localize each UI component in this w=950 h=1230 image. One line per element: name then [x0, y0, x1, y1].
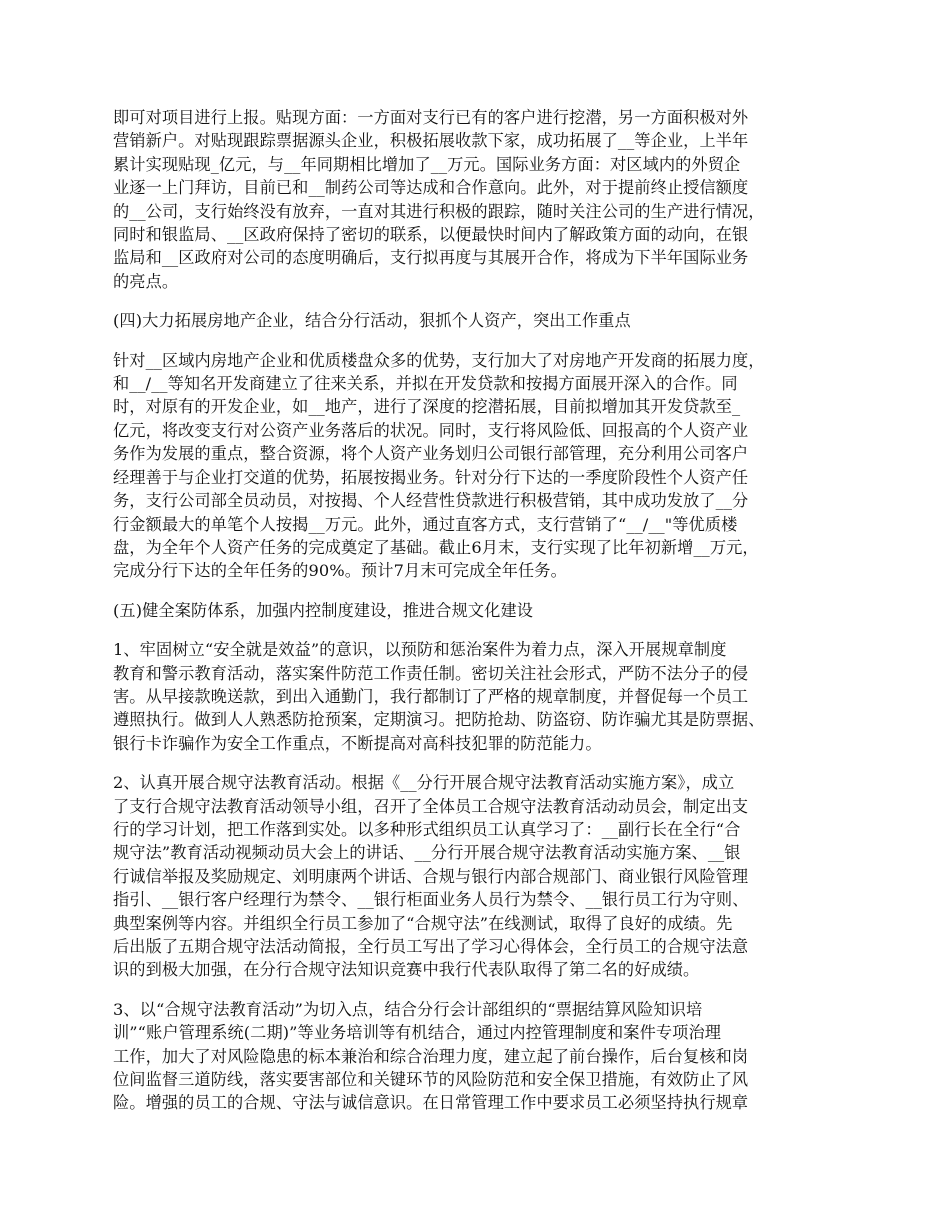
- text-line: 识的到极大加强，在分行合规守法知识竞赛中我行代表队取得了第二名的好成绩。: [113, 960, 700, 980]
- text-line: 行的学习计划，把工作落到实处。以多种形式组织员工认真学习了：__副行长在全行“合: [113, 819, 741, 839]
- paragraph-item-1: [113, 638, 843, 755]
- text-line: 经理善于与企业打交道的优势，拓展按揭业务。针对分行下达的一季度阶段性个人资产任: [113, 467, 749, 487]
- paragraph-discount-international: [113, 106, 843, 293]
- text-line: 完成分行下达的全年任务的90%。预计7月末可完成全年任务。: [113, 561, 567, 581]
- text-line: 业逐一上门拜访，目前已和__制药公司等达成和合作意向。此外，对于提前终止授信额度: [113, 178, 749, 198]
- text-line: 教育和警示教育活动，落实案件防范工作责任制。密切关注社会形式，严防不法分子的侵: [113, 663, 749, 683]
- text-line: 累计实现贴现_亿元，与__年同期相比增加了__万元。国际业务方面：对区域内的外贸企: [113, 154, 741, 174]
- text-line: 后出版了五期合规守法活动简报，全行员工写出了学习心得体会，全行员工的合规守法意: [113, 937, 749, 956]
- document-page: [113, 106, 843, 1131]
- text-line: 营销新户。对贴现跟踪票据源头企业，积极拓展收款下家，成功拓展了__等企业，上半年: [113, 131, 749, 151]
- text-line: 针对__区域内房地产企业和优质楼盘众多的优势，支行加大了对房地产开发商的拓展力度，: [113, 350, 765, 370]
- text-line: 了支行合规守法教育活动领导小组，召开了全体员工合规守法教育活动动员会，制定出支: [113, 796, 749, 816]
- text-line: 规守法”教育活动视频动员大会上的讲话、__分行开展合规守法教育活动实施方案、__银: [113, 843, 741, 863]
- text-line: 工作，加大了对风险隐患的标本兼治和综合治理力度，建立起了前台操作，后台复核和岗: [113, 1046, 749, 1066]
- text-line: 典型案例等内容。并组织全行员工参加了“合规守法”在线测试，取得了良好的成绩。先: [113, 913, 733, 933]
- text-line: 险。增强的员工的合规、守法与诚信意识。在日常管理工作中要求员工必须坚持执行规章: [113, 1093, 749, 1113]
- text-line: 的亮点。: [113, 271, 179, 291]
- text-line: 亿元，将改变支行对公资产业务落后的状况。同时，支行将风险低、回报高的个人资产业: [113, 420, 749, 440]
- text-line: 行金额最大的单笔个人按揭__万元。此外，通过直客方式，支行营销了“__/__"等优质楼: [113, 514, 738, 534]
- section-heading-5: [113, 599, 843, 622]
- text-line: 盘，为全年个人资产任务的完成奠定了基础。截止6月末，支行实现了比年初新增__万元，: [113, 537, 759, 557]
- text-line: 位间监督三道防线，落实要害部位和关键环节的风险防范和安全保卫措施，有效防止了风: [113, 1070, 749, 1090]
- paragraph-item-2: [113, 771, 843, 982]
- paragraph-item-3: [113, 998, 843, 1115]
- paragraph-real-estate: [113, 349, 843, 583]
- text-line: 遵照执行。做到人人熟悉防抢预案，定期演习。把防抢劫、防盗窃、防诈骗尤其是防票据、: [113, 710, 765, 730]
- text-line: 训”“账户管理系统(二期)”等业务培训等有机结合，通过内控管理制度和案件专项治理: [113, 1023, 722, 1043]
- text-line: 即可对项目进行上报。贴现方面：一方面对支行已有的客户进行挖潜，另一方面积极对外: [113, 108, 749, 127]
- text-line: 2、认真开展合规守法教育活动。根据《__分行开展合规守法教育活动实施方案》，成立: [113, 773, 735, 793]
- text-line: 指引、__银行客户经理行为禁令、__银行柜面业务人员行为禁令、__银行员工行为守则、: [113, 890, 749, 910]
- text-line: 时，对原有的开发企业，如__地产，进行了深度的挖潜拓展，目前拟增加其开发贷款至_: [113, 397, 741, 417]
- text-line: 害。从早接款晚送款，到出入通勤门，我行都制订了严格的规章制度，并督促每一个员工: [113, 686, 749, 706]
- text-line: 行诚信举报及奖励规定、刘明康两个讲话、合规与银行内部合规部门、商业银行风险管理: [113, 866, 749, 886]
- text-line: 监局和__区政府对公司的态度明确后，支行拟再度与其展开合作，将成为下半年国际业务: [113, 248, 749, 268]
- heading-line: (四)大力拓展房地产企业，结合分行活动，狠抓个人资产，突出工作重点: [113, 311, 631, 331]
- text-line: 3、以“合规守法教育活动”为切入点，结合分行会计部组织的“票据结算风险知识培: [113, 999, 703, 1019]
- text-line: 的__公司，支行始终没有放弃，一直对其进行积极的跟踪，随时关注公司的生产进行情况，: [113, 201, 765, 221]
- section-heading-4: [113, 309, 843, 332]
- text-line: 1、牢固树立“安全就是效益”的意识，以预防和惩治案件为着力点，深入开展规章制度: [113, 640, 727, 660]
- text-line: 同时和银监局、__区政府保持了密切的联系，以便最快时间内了解政策方面的动向，在银: [113, 225, 749, 245]
- text-line: 务作为发展的重点，整合资源，将个人资产业务划归公司银行部管理，充分利用公司客户: [113, 444, 749, 464]
- text-line: 和__/__等知名开发商建立了往来关系，并拟在开发贷款和按揭方面展开深入的合作。同: [113, 374, 738, 394]
- text-line: 务，支行公司部全员动员，对按揭、个人经营性贷款进行积极营销，其中成功发放了__分: [113, 491, 749, 511]
- text-line: 银行卡诈骗作为安全工作重点，不断提高对高科技犯罪的防范能力。: [113, 733, 602, 753]
- heading-line: (五)健全案防体系，加强内控制度建设，推进合规文化建设: [113, 600, 534, 620]
